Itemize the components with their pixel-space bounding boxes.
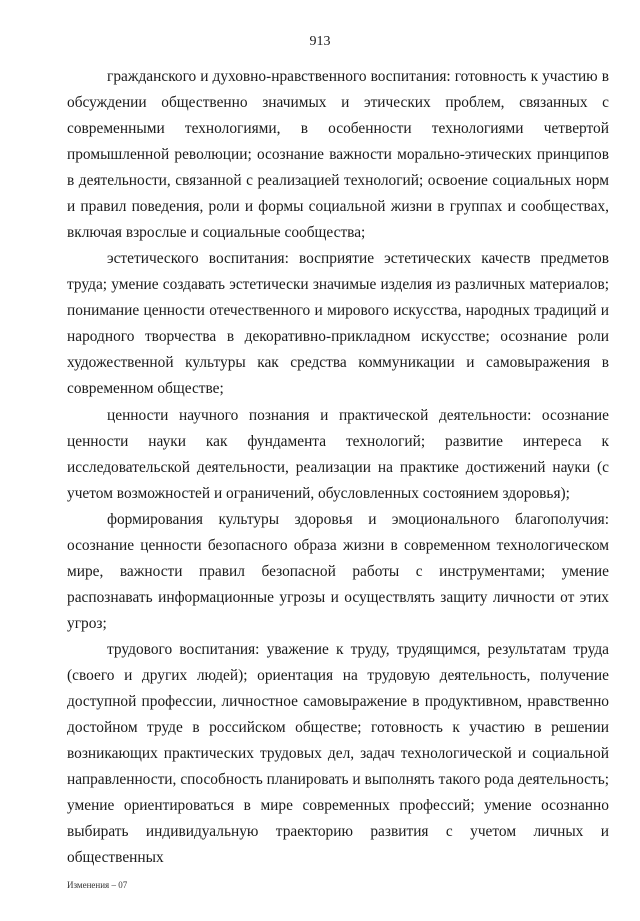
paragraph-scientific-knowledge: ценности научного познания и практической деятельности: осознание ценности науки как фундамента технологий; развитие интереса к исследовательской деятельности, реализации на практике достижений науки (с учетом возможностей и ограничений, обусловленных состоянием здоровья); (67, 406, 609, 502)
footer-revision-note: Изменения – 07 (67, 880, 128, 890)
page-number: 913 (309, 34, 331, 49)
paragraph-health-culture: формирования культуры здоровья и эмоционального благополучия: осознание ценности безопасного образа жизни в современном технологическом мире, важности правил безопасной работы с инструментами; умение распознавать информационные угрозы и осуществлять защиту личности от этих угроз; (67, 510, 609, 632)
body-text (67, 64, 609, 871)
paragraph-labor-education: трудового воспитания: уважение к труду, трудящимся, результатам труда (своего и других людей); ориентация на трудовую деятельность, получение доступной профессии, личностное самовыражение в продуктивном, нравственно достойном труде в российском обществе; готовность к участию в решении возникающих практических трудовых дел, задач технологической и социальной направленности, способность планировать и выполнять такого рода деятельность; умение ориентироваться в мире современных профессий; умение осознанно выбирать индивидуальную траекторию развития с учетом личных и общественных (67, 641, 609, 867)
paragraph-aesthetic-education: эстетического воспитания: восприятие эстетических качеств предметов труда; умение создавать эстетически значимые изделия из различных материалов; понимание ценности отечественного и мирового искусства, народных традиций и народного творчества в декоративно-прикладном искусстве; осознание роли художественной культуры как средства коммуникации и самовыражения в современном обществе; (67, 250, 609, 398)
paragraph-civic-education: гражданского и духовно-нравственного воспитания: готовность к участию в обсуждении общественно значимых и этических проблем, связанных с современными технологиями, в особенности технологиями четвертой промышленной революции; осознание важности морально-этических принципов в деятельности, связанной с реализацией технологий; освоение социальных норм и правил поведения, роли и формы социальной жизни в группах и сообществах, включая взрослые и социальные сообщества; (67, 68, 609, 241)
